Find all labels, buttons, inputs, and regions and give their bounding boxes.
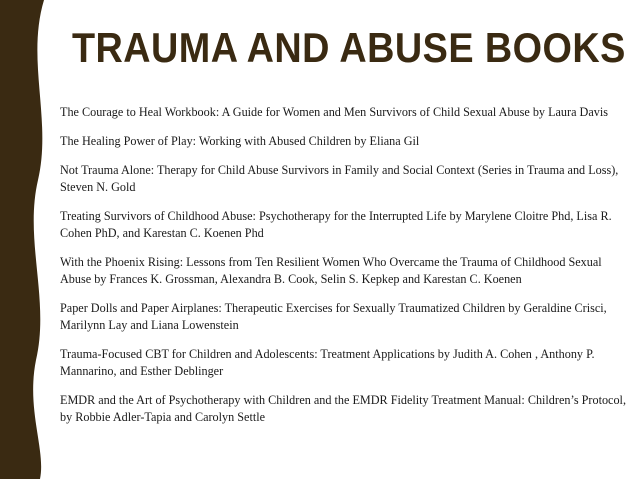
book-entry: Not Trauma Alone: Therapy for Child Abuse Survivors in Family and Social Context (Series in Trauma and Loss), Steven N. Gold — [60, 163, 619, 194]
book-entry: The Healing Power of Play: Working with Abused Children by Eliana Gil — [60, 134, 420, 148]
slide-title: TRAUMA AND ABUSE BOOKS — [72, 24, 626, 71]
wavy-edge-shape — [0, 0, 56, 479]
book-entry: With the Phoenix Rising: Lessons from Ten Resilient Women Who Overcame the Trauma of Childhood Sexual Abuse by Frances K. Grossman, Alexandra B. Cook, Selin S. Kepkep and Karestan C. Koenen — [60, 255, 602, 286]
book-entry: EMDR and the Art of Psychotherapy with Children and the EMDR Fidelity Treatment Manual: Children’s Protocol, by Robbie Adler-Tapia and Carolyn Settle — [60, 393, 626, 424]
book-entry: Paper Dolls and Paper Airplanes: Therapeutic Exercises for Sexually Traumatized Children by Geraldine Crisci, Marilynn Lay and Liana Lowenstein — [60, 301, 607, 332]
wavy-edge-path — [0, 0, 44, 479]
book-entry: The Courage to Heal Workbook: A Guide for Women and Men Survivors of Child Sexual Abuse by Laura Davis — [60, 105, 608, 119]
book-entry: Treating Survivors of Childhood Abuse: Psychotherapy for the Interrupted Life by Marylene Cloitre Phd, Lisa R. Cohen PhD, and Karestan C. Koenen Phd — [60, 209, 612, 240]
book-entry: Trauma-Focused CBT for Children and Adolescents: Treatment Applications by Judith A. Cohen , Anthony P. Mannarino, and Esther Deblinger — [60, 347, 595, 378]
book-list — [60, 104, 626, 438]
wavy-edge-band — [0, 0, 56, 479]
